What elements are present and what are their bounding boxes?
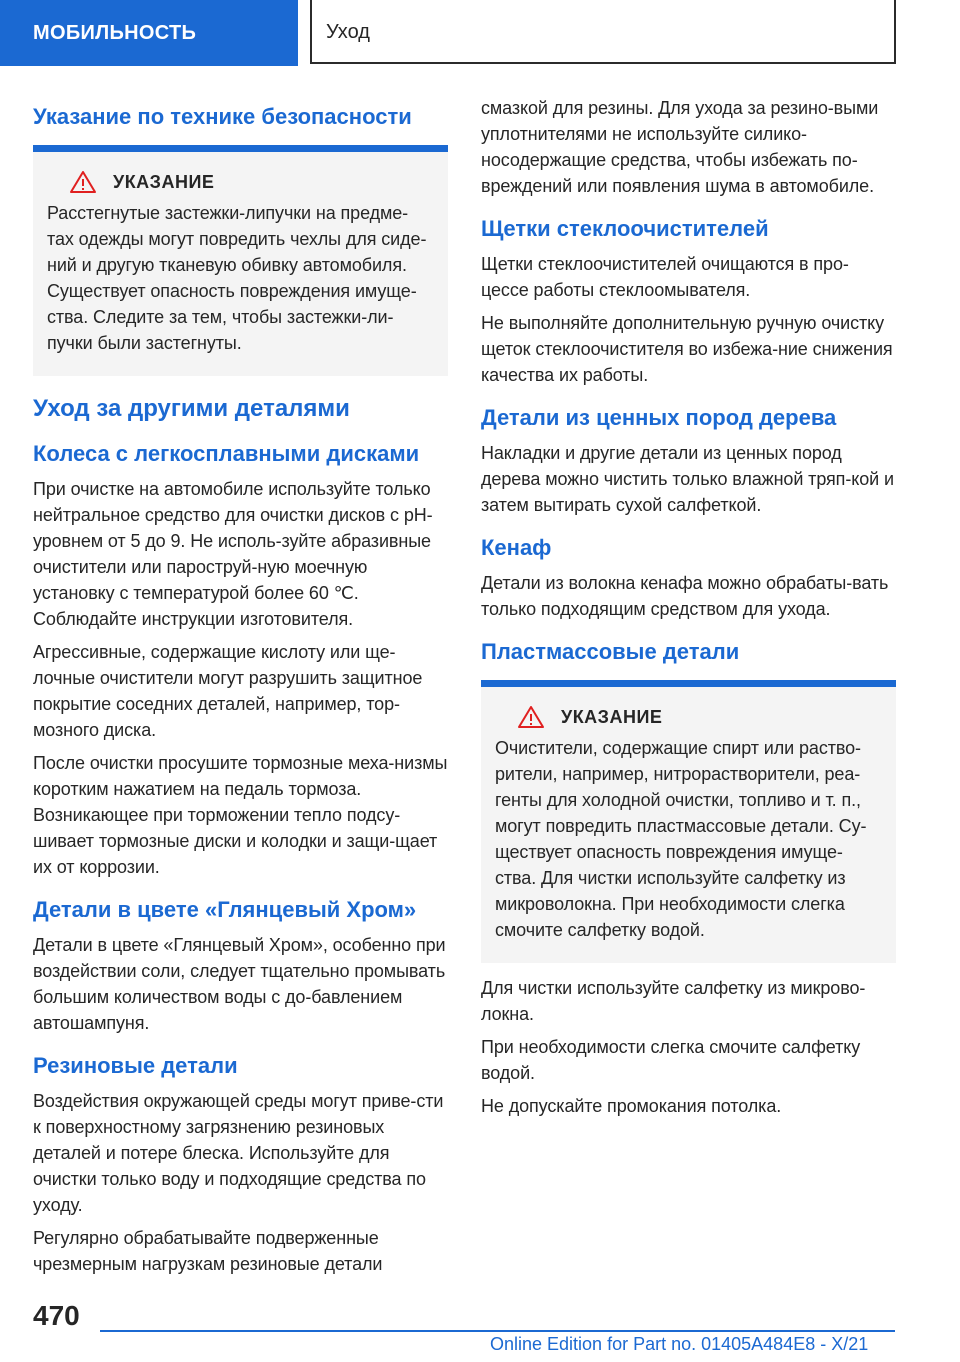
heading-rubber: Резиновые детали (33, 1053, 238, 1078)
page-footer (0, 1290, 960, 1362)
left-column (33, 95, 448, 1284)
paragraph: Накладки и другие детали из ценных пород дерева можно чистить только влажной тряп-кой и затем вытирать сухой салфеткой. (481, 443, 894, 515)
notice-box (481, 680, 896, 963)
section-title: Уход (310, 0, 896, 64)
paragraph: При необходимости слегка смочите салфетку водой. (481, 1037, 861, 1083)
paragraph: Не допускайте промокания потолка. (481, 1096, 782, 1116)
notice-box (33, 145, 448, 376)
heading-wheels: Колеса с легкосплавными дисками (33, 441, 420, 466)
heading-wood: Детали из ценных пород дерева (481, 405, 837, 430)
right-column (481, 95, 896, 1126)
paragraph: Детали в цвете «Глянцевый Хром», особенно при воздействии соли, следует тщательно промывать большим количеством воды с до-бавлением автошампуня. (33, 935, 446, 1033)
heading-chrome: Детали в цвете «Глянцевый Хром» (33, 897, 417, 922)
heading-wipers: Щетки стеклоочистителей (481, 216, 769, 241)
paragraph: Щетки стеклоочистителей очищаются в про-цессе работы стеклоомывателя. (481, 254, 849, 300)
paragraph: При очистке на автомобиле используйте только нейтральное средство для очистки дисков с pH-уровнем от 5 до 9. Не исполь-зуйте абразивные очистители или пароструй-ную моечную установку с температурой более 60 ℃. Соблюдайте инструкции изготовителя. (33, 479, 433, 629)
paragraph: смазкой для резины. Для ухода за резино-выми уплотнителями не используйте силико-носодержащие средства, чтобы избежать по-вреждений или появления шума в автомобиле. (481, 98, 879, 196)
edition-text: Online Edition for Part no. 01405A484E8 - X/21 (490, 1334, 869, 1354)
notice-title: УКАЗАНИЕ (561, 706, 663, 727)
paragraph: Детали из волокна кенафа можно обрабаты-вать только подходящим средством для ухода. (481, 573, 889, 619)
warning-triangle-icon (69, 170, 97, 194)
paragraph: Не выполняйте дополнительную ручную очистку щеток стеклоочистителя во избежа-ние снижения качества их работы. (481, 313, 893, 385)
notice-header (495, 705, 882, 729)
notice-text: Расстегнутые застежки-липучки на предме-тах одежды могут повредить чехлы для сиде-ний и другую тканевую обивку автомобиля. Существует опасность повреждения имуще-ства. Следите за тем, чтобы застежки-ли-пучки были застегнуты. (47, 203, 427, 353)
paragraph: Воздействия окружающей среды могут приве-сти к поверхностному загрязнению резиновых деталей и потере блеска. Используйте для очистки только воду и подходящие средства по уходу. (33, 1091, 444, 1215)
paragraph: Для чистки используйте салфетку из микрово-локна. (481, 978, 866, 1024)
notice-title: УКАЗАНИЕ (113, 171, 215, 192)
notice-header (47, 170, 434, 194)
paragraph: После очистки просушите тормозные меха-низмы коротким нажатием на педаль тормоза. Возникающее при торможении тепло подсу-шивает тормозные диски и колодки и защи-щает их от коррозии. (33, 753, 448, 877)
footer-divider (100, 1330, 895, 1332)
heading-other-parts: Уход за другими деталями (33, 395, 350, 422)
chapter-tab: МОБИЛЬНОСТЬ (0, 0, 298, 66)
paragraph: Регулярно обрабатывайте подверженные чрезмерным нагрузкам резиновые детали (33, 1228, 383, 1274)
paragraph: Агрессивные, содержащие кислоту или ще-лочные очистители могут разрушить защитное покрытие соседних деталей, например, тор-мозного диска. (33, 642, 423, 740)
notice-text: Очистители, содержащие спирт или раство-рители, например, нитрорастворители, реа-генты для холодной очистки, топливо и т. п., могут повредить пластмассовые детали. Су-ществует опасность повреждения имуще-ства. Для чистки используйте салфетку из микроволокна. При необходимости слегка смочите салфетку водой. (495, 738, 867, 940)
page-header (0, 0, 960, 66)
page-number: 470 (33, 1300, 80, 1331)
heading-kenaf: Кенаф (481, 535, 552, 560)
heading-safety: Указание по технике безопасности (33, 104, 412, 129)
warning-triangle-icon (517, 705, 545, 729)
heading-plastic: Пластмассовые детали (481, 639, 740, 664)
